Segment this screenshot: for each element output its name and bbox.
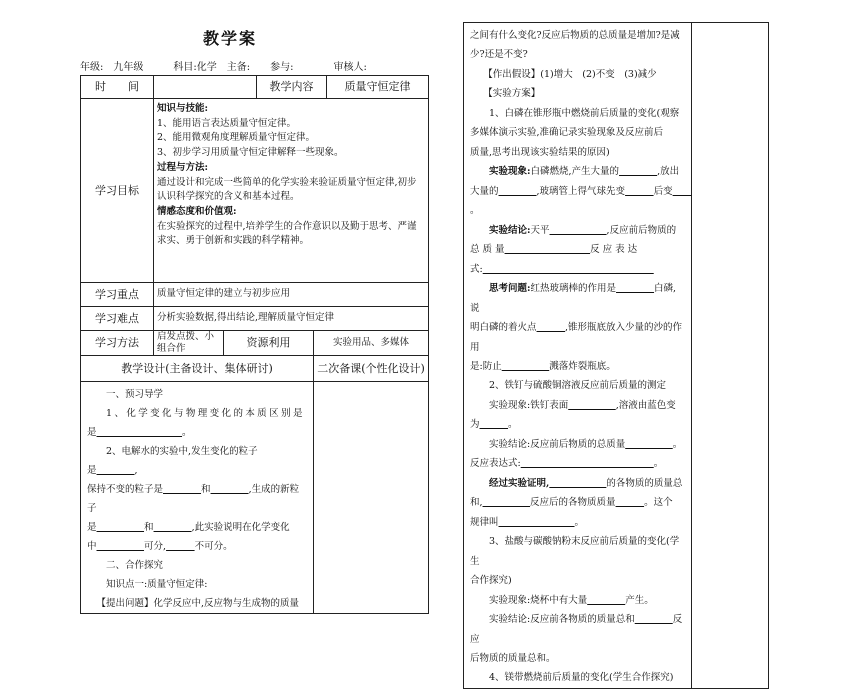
exp3-title-2: 合作探究) xyxy=(470,575,512,587)
exp1-line3: 质量,思考出现该实验结果的原因) xyxy=(470,146,610,158)
content-label: 教学内容 xyxy=(257,76,327,99)
difficult-label: 学习难点 xyxy=(81,307,154,331)
key-value: 质量守恒定律的建立与初步应用 xyxy=(154,283,429,307)
process-text: 通过设计和完成一些简单的化学实验来验证质量守恒定律,初步认识科学探究的含义和基本过程。 xyxy=(157,176,417,203)
difficult-value: 分析实验数据,得出结论,理解质量守恒定律 xyxy=(154,307,429,331)
exp2-title: 2、铁钉与硫酸铜溶液反应前后质量的测定 xyxy=(489,380,667,392)
goals-label: 学习目标 xyxy=(81,99,154,283)
exp1-line2: 多媒体演示实验,准确记录实验现象及反应前后 xyxy=(470,127,664,139)
goal-k2: 2、能用微观角度理解质量守恒定律。 xyxy=(157,132,316,144)
goal-k1: 1、能用语言表达质量守恒定律。 xyxy=(157,117,297,129)
grade-label: 年级: xyxy=(80,62,104,73)
subject-label: 科目: xyxy=(173,62,197,73)
exp2-equation: 反应表达式: 。 xyxy=(470,458,664,470)
design-body xyxy=(81,382,314,614)
key-label: 学习重点 xyxy=(81,283,154,307)
participate-label: 参与: xyxy=(270,62,294,73)
personal-label: 二次备课(个性化设计) xyxy=(314,356,429,382)
continued-table xyxy=(463,22,769,689)
exp3-conclusion-2: 后物质的质量总和。 xyxy=(470,653,556,664)
attitude-title: 情感态度和价值观: xyxy=(157,206,237,218)
proof-line2: 和, 反应后的各物质质量 。这个 xyxy=(470,497,673,509)
exp3-conclusion: 实验结论:反应前各物质的质量总和 反应 xyxy=(470,614,683,645)
exp4-title: 4、镁带燃烧前后质量的变化(学生合作探究) xyxy=(489,672,674,684)
subject-value: 化学 xyxy=(196,62,217,73)
exp1-think-2: 明白磷的着火点 ,锥形瓶底放入少量的沙的作用 xyxy=(470,322,683,353)
knowledge-point-1: 知识点一:质量守恒定律: xyxy=(106,579,208,590)
exp1-think: 思考问题:红热玻璃棒的作用是 白磷,说 xyxy=(470,283,677,314)
time-value[interactable] xyxy=(154,76,257,99)
continued-personal-body[interactable] xyxy=(692,23,769,689)
exp1-phenomenon-2: 大量的 ,玻璃管上得气球先变 后变 。 xyxy=(470,185,673,217)
continued-body xyxy=(464,23,692,689)
exp1-conclusion-3: 式: xyxy=(470,263,483,275)
exp2-phenomenon: 实验现象:铁钉表面 ,溶液由蓝色变 xyxy=(489,399,676,411)
lesson-plan-table xyxy=(80,75,429,614)
page-title: 教学案 xyxy=(202,29,257,48)
personal-body[interactable] xyxy=(314,382,429,614)
q1-line: 是 。 xyxy=(87,427,192,438)
exp1-think-3: 是:防止 溅落炸裂瓶底。 xyxy=(470,360,616,372)
attitude-text: 在实验探究的过程中,培养学生的合作意识以及勤于思考、严谨求实、勇于创新和实践的科学精神。 xyxy=(157,220,417,247)
goal-k3: 3、初步学习用质量守恒定律解释一些现象。 xyxy=(157,147,344,159)
exp2-conclusion: 实验结论:反应前后物质的总质量 。 xyxy=(489,438,683,450)
q2-line3: 是 和 ,此实验说明在化学变化 xyxy=(87,522,290,533)
proof-line1: 经过实验证明, 的各物质的质量总 xyxy=(489,477,683,489)
proof-line3: 规律叫 。 xyxy=(470,516,585,528)
method-value: 启发点拨、小组合作 xyxy=(154,331,224,356)
r-line2: 少?还是不变? xyxy=(470,49,528,61)
design-label: 教学设计(主备设计、集体研讨) xyxy=(81,356,314,382)
knowledge-title: 知识与技能: xyxy=(157,103,209,114)
q1-text: 1、化学变化与物理变化的本质区别是 xyxy=(106,408,305,419)
exp1-line1: 1、白磷在锥形瓶中燃烧前后质量的变化(观察 xyxy=(489,107,680,119)
exp3-phenomenon: 实验现象:烧杯中有大量 产生。 xyxy=(489,594,654,606)
q2-line2: 保持不变的粒子是 和 ,生成的新粒子 xyxy=(87,484,300,514)
resource-label: 资源利用 xyxy=(224,331,314,356)
q2-line4: 中 可分, 不可分。 xyxy=(87,541,233,552)
reviewer-label: 审核人: xyxy=(333,62,367,73)
hypothesis: 【作出假设】(1)增大 (2)不变 (3)减少 xyxy=(483,68,657,80)
time-label: 时 间 xyxy=(81,76,154,99)
goals-content xyxy=(154,99,429,283)
grade-value: 九年级 xyxy=(113,62,144,73)
plan-title: 【实验方案】 xyxy=(483,88,541,100)
r-line1: 之间有什么变化?反应后物质的总质量是增加?是减 xyxy=(470,30,680,41)
section-explore: 二、合作探究 xyxy=(106,560,164,571)
section-preview: 一、预习导学 xyxy=(106,389,164,400)
header-info xyxy=(80,58,367,73)
prep-label: 主备: xyxy=(226,62,251,73)
content-value: 质量守恒定律 xyxy=(327,76,429,99)
exp1-conclusion-2: 总 质 量 反 应 表 达 xyxy=(470,244,638,256)
ask-question: 【提出问题】化学反应中,反应物与生成物的质量 xyxy=(96,598,300,609)
exp2-phenomenon-2: 为 。 xyxy=(470,419,518,431)
method-label: 学习方法 xyxy=(81,331,154,356)
exp1-phenomenon: 实验现象:白磷燃烧,产生大量的 ,放出 xyxy=(489,166,680,178)
process-title: 过程与方法: xyxy=(157,161,209,173)
exp1-conclusion: 实验结论:天平 ,反应前后物质的 xyxy=(489,224,677,236)
exp3-title: 3、盐酸与碳酸钠粉末反应前后质量的变化(学生 xyxy=(470,536,680,567)
resource-value: 实验用品、多媒体 xyxy=(314,331,429,356)
q2-line1: 2、电解水的实验中,发生变化的粒子是 , xyxy=(87,446,258,476)
